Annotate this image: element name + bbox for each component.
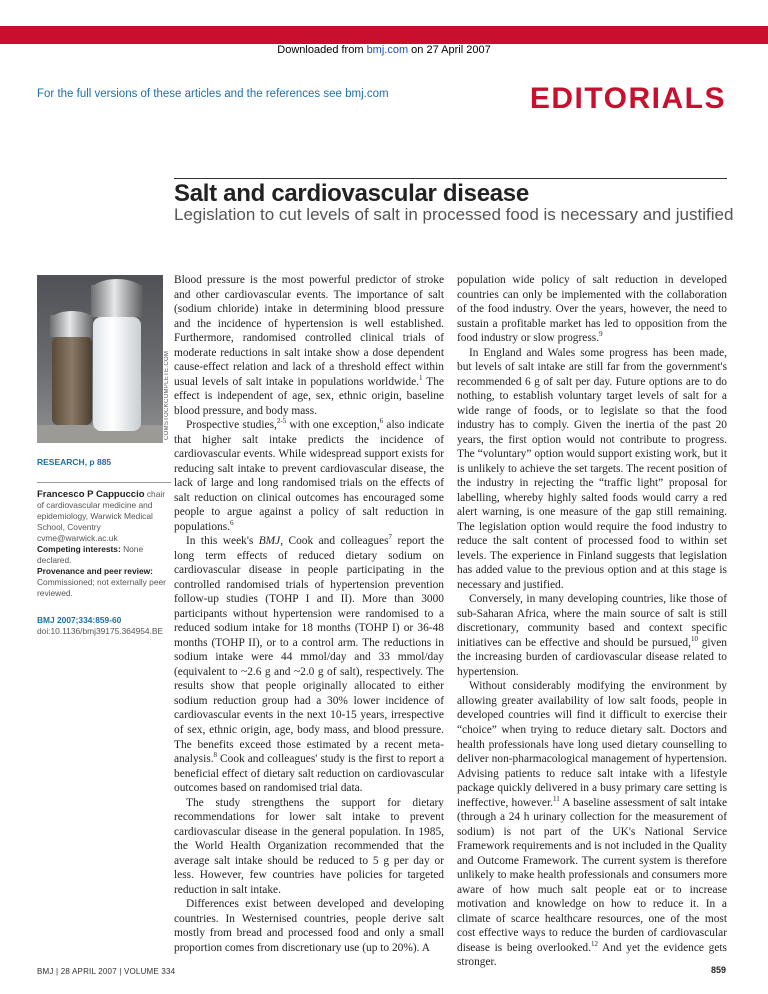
- page-number: 859: [710, 965, 726, 975]
- competing-interests: Competing interests: None declared.: [37, 544, 144, 565]
- article-subtitle: Legislation to cut levels of salt in processed food is necessary and justified: [174, 205, 734, 224]
- top-red-bar: [0, 26, 768, 44]
- provenance-value: Commissioned; not externally peer reviewed.: [37, 577, 166, 598]
- paragraph: Prospective studies,$^{2-5}$ with one exception,$^6$ also indicate that higher salt intake predicts the incidence of cardiovascular events. While widespread support exists for reducing salt intake to prevent cardiovascular disease, the lack of large and long randomised trials on the effects of salt reduction on clinical outcomes has encouraged some people to argue against a policy of salt reduction in populations.$^6$: [174, 417, 444, 533]
- section-heading: EDITORIALS: [529, 82, 726, 115]
- photo-credit: COMSTOCKCOMPLETE.COM: [164, 350, 170, 440]
- footer-journal-info: BMJ | 28 APRIL 2007 | VOLUME 334: [37, 967, 176, 976]
- paragraph: Without considerably modifying the environment by allowing greater availability of low salt foods, people in developed countries will find it difficult to exercise their “choice” when trying to reduce dietary salt. Doctors and health professionals have long used dietary counselling to deliver non-pharmacological management of hypertension. Advising patients to reduce salt intake with a lifestyle package quickly delivered in a busy primary care setting is ineffective, however.$^{11}$ A baseline assessment of salt intake (through a 24 h urinary collection for the measurement of sodium) is not part of the UK's National Service Framework requirements and is not included in the Quality and Outcome Framework. The current system is therefore unlikely to make health professionals and consumers more aware of how much salt people eat or to increase motivation and knowledge on how to reduce it. In a climate of scarce healthcare resources, one of the most cost effective ways to reduce the burden of cardiovascular disease is being overlooked.$^{12}$ And yet the evidence gets stronger.: [457, 680, 727, 969]
- paragraph: In England and Wales some progress has been made, but levels of salt intake are still far from the government's recommended 6 g of salt per day. Future options are to do nothing, to establish voluntary target levels of salt for a wide range of foods, or to legislate so that the food industry has to comply. Given the inertia of the past 20 years, the first option would not contribute to progress. The “voluntary” option would support existing work, but it is unlikely to achieve the set targets. The recent position of the industry in rejecting the “traffic light” proposal for labelling, whereby highly salted foods would carry a red alert warning, is one measure of the gap still remaining. The legislation option would require the food industry to reduce the salt content of processed food to within set levels. The experience in Finland suggests that legislation has added value to the previous option and at this stage is necessary and justified.: [457, 346, 727, 591]
- provenance-label: Provenance and peer review:: [37, 566, 153, 576]
- body-column-2: [457, 273, 727, 970]
- title-rule: [174, 178, 727, 179]
- author-info: [37, 489, 171, 533]
- author-name: Francesco P Cappuccio: [37, 489, 145, 500]
- paragraph: In this week's BMJ, Cook and colleagues$^7$ report the long term effects of reduced dietary sodium on cardiovascular disease in people participating in the controlled randomised trials of hypertension prevention follow-up studies (TOHP I and II). More than 3000 participants without hypertension were randomised to a reduced sodium intake for 18 months (TOHP I) or 36-48 months (TOHP II), or to a control arm. The reductions in sodium intake were 44 mmol/day and 33 mmol/day (equivalent to ~2.6 g and ~2.0 g of salt), respectively. The results show that people originally allocated to either sodium reduction group had a 30% lower incidence of cardiovascular events in the next 10-15 years, irrespective of sex, ethnic origin, age, body mass, and blood pressure. The benefits exceed those estimated by a recent meta-analysis.$^8$ Cook and colleagues' study is the first to report a beneficial effect of dietary salt reduction on cardiovascular outcomes based on randomised trial data.: [174, 533, 444, 795]
- doi[interactable]: doi:10.1136/bmj39175.364954.BE: [37, 626, 164, 636]
- paragraph: The study strengthens the support for dietary recommendations for lower salt intake to prevent cardiovascular disease in the general population. In 1985, the World Health Organization recommended that the average salt intake should be reduced to 5 g per day or less. However, few countries have policies for targeted reduction in salt intake.: [174, 796, 444, 896]
- bmj-link[interactable]: bmj.com: [366, 44, 409, 56]
- article-sidebar: [37, 457, 171, 637]
- full-versions-note: For the full versions of these articles and the references see bmj.com: [37, 88, 389, 100]
- salt-pepper-shakers-photo: [37, 275, 163, 443]
- citation: BMJ 2007;334:859-60: [37, 615, 122, 625]
- paragraph: population wide policy of salt reduction in developed countries can only be implemented with the collaboration of the food industry. Over the years, however, the need to sustain a profitable market has led to opposition from the food industry or slow progress.$^9$: [457, 274, 727, 345]
- author-role: chair of cardiovascular medicine and epidemiology, Warwick Medical School, Coventry: [37, 489, 166, 532]
- paragraph: Blood pressure is the most powerful predictor of stroke and other cardiovascular events. The importance of salt (sodium chloride) intake in determining blood pressure and the incidence of hypertension is well established. Furthermore, randomised controlled clinical trials of moderate reductions in salt intake show a dose dependent cause-effect relation and lack of a threshold effect within usual levels of salt intake in populations worldwide.$^1$ The effect is independent of age, sex, ethnic origin, baseline blood pressure, and body mass.: [174, 274, 444, 417]
- paragraph: Differences exist between developed and developing countries. In Westernised countries, people derive salt mostly from bread and processed food and only a small proportion comes from discretionary use (up to 20%). A: [174, 898, 444, 954]
- paragraph: Conversely, in many developing countries, like those of sub-Saharan Africa, where the main source of salt is still discretionary, community based and context specific initiatives can be effective and should be pursued,$^{10}$ given the increasing burden of cardiovascular disease related to hypertension.: [457, 593, 728, 678]
- article-title: Salt and cardiovascular disease: [174, 180, 529, 207]
- download-notice: Downloaded from bmj.com on 27 April 2007: [277, 44, 491, 56]
- research-link[interactable]: RESEARCH, p 885: [37, 457, 112, 467]
- author-email[interactable]: cvme@warwick.ac.uk: [37, 533, 118, 543]
- body-column-1: [174, 273, 444, 955]
